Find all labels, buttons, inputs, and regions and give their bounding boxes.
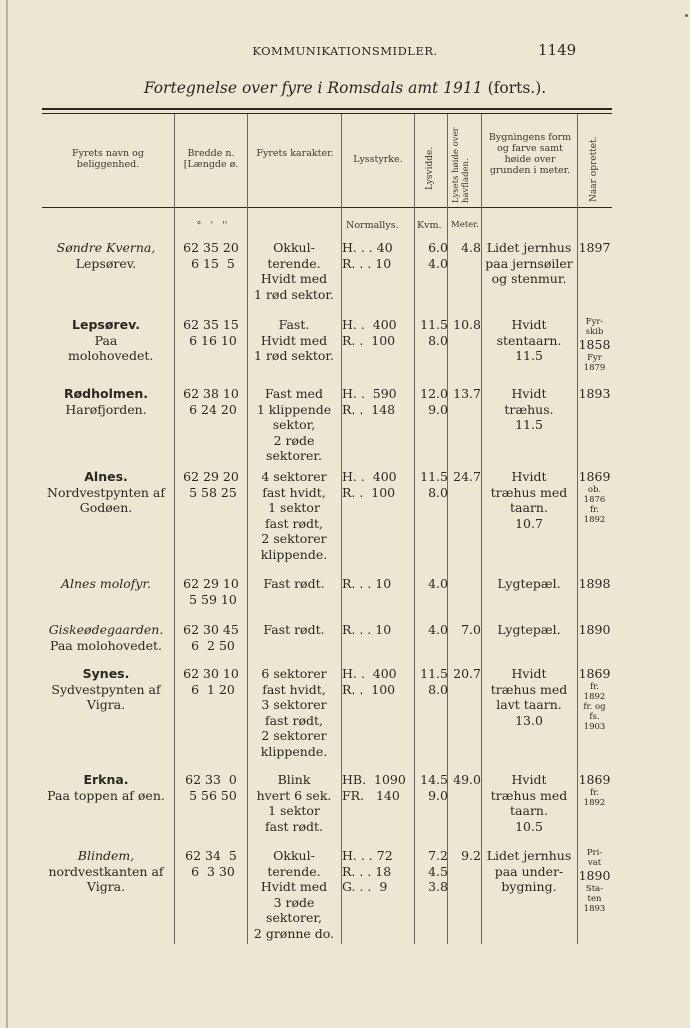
lighthouse-name: Erkna. — [83, 772, 129, 787]
building-line: træhus med — [490, 681, 568, 697]
building-line: stentaarn. — [496, 332, 562, 348]
height-value: 9.2 — [461, 848, 481, 863]
year-line: 1892 — [583, 514, 606, 525]
header-height: Lysets høide over havfladen. — [451, 127, 471, 203]
lighthouse-name: Synes. — [82, 666, 130, 681]
year-line: 1879 — [583, 362, 606, 373]
building-line: træhus med — [490, 787, 568, 803]
character-line: 1 rød sektor. — [254, 348, 334, 363]
building-line: taarn. — [510, 500, 548, 515]
strength-value: H. . 400 — [342, 666, 397, 681]
column-divider — [174, 114, 175, 944]
character-line: 3 sektorer — [261, 697, 327, 712]
building-line: lavt taarn. — [496, 697, 562, 712]
running-title: KOMMUNIKATIONSMIDLER. — [252, 44, 438, 58]
header-year: Naar oprettet. — [589, 136, 599, 202]
longitude: 5 59 10 — [185, 591, 237, 607]
character-line: Hvidt med — [260, 332, 328, 348]
strength-value: R. . . 10 — [342, 576, 392, 591]
longitude: 6 16 10 — [185, 332, 237, 348]
character-line: Fast med — [265, 386, 323, 401]
year-line: fr. — [590, 787, 599, 798]
character-line: klippende. — [260, 546, 328, 562]
year-line: 1876 — [583, 494, 606, 505]
year-line: Pri- — [586, 848, 603, 858]
column-divider — [414, 114, 415, 944]
range-value: 9.0 — [428, 787, 448, 803]
height-value: 10.8 — [453, 317, 481, 332]
range-value: 6.0 — [428, 240, 448, 255]
strength-value: H. . . 72 — [342, 848, 393, 863]
building-line: Hvidt — [511, 772, 547, 787]
year-line: 1869 — [578, 772, 611, 787]
year-line: 1892 — [583, 691, 606, 702]
table-title-suffix: (forts.). — [487, 79, 547, 97]
building-line: paa jernsøiler — [485, 255, 573, 271]
year-line: fr. — [590, 681, 599, 692]
strength-value: R. . 100 — [342, 484, 396, 500]
location: Nordvestpynten af Godøen. — [47, 484, 165, 515]
range-value: 12.0 — [420, 386, 448, 401]
building-line: Lygtepæl. — [497, 622, 561, 637]
character-line: fast rødt, — [265, 515, 323, 531]
longitude: 6 3 30 — [187, 863, 235, 879]
lighthouse-name: Lepsørev. — [72, 317, 140, 332]
column-divider — [341, 114, 342, 944]
lighthouse-name: Rødholmen. — [63, 386, 149, 401]
range-value: 7.2 — [428, 848, 448, 863]
building-line: træhus. — [504, 401, 554, 417]
range-value: 3.8 — [428, 879, 448, 894]
range-value: 4.0 — [428, 622, 448, 637]
character-line: 4 sektorer — [261, 469, 327, 484]
character-line: Fast rødt. — [263, 576, 325, 591]
character-line: Fast. — [278, 317, 310, 332]
page-edge — [6, 0, 8, 1028]
character-line: Blink — [277, 772, 311, 787]
unit-strength: Normallys. — [346, 220, 399, 231]
header-strength: Lysstyrke. — [353, 154, 403, 165]
range-value: 4.0 — [428, 255, 448, 271]
height-value: 49.0 — [453, 772, 481, 787]
building-line: 11.5 — [515, 348, 543, 363]
location: nordvestkanten af Vigra. — [48, 863, 164, 894]
building-line: bygning. — [501, 879, 557, 894]
table-title-text: Fortegnelse over fyre i Romsdals amt 1911 — [143, 79, 483, 97]
building-line: træhus med — [490, 484, 568, 500]
character-line: fast rødt. — [265, 818, 323, 834]
unit-range: Kvm. — [417, 220, 442, 231]
latitude: 62 30 10 — [183, 666, 239, 681]
speck — [685, 14, 688, 17]
building-line: Hvidt — [511, 317, 547, 332]
rule-header-bottom — [42, 207, 612, 208]
strength-value: R. . 100 — [342, 332, 396, 348]
year-line: Fyr- — [585, 317, 604, 327]
year-line: skib — [585, 327, 604, 337]
latitude: 62 35 20 — [183, 240, 239, 255]
lighthouse-name: Alnes molofyr. — [60, 576, 152, 591]
year-line: 1903 — [583, 721, 606, 732]
year-line: Fyr — [587, 352, 602, 363]
character-line: fast hvidt, — [262, 681, 326, 697]
year-line: fr. og — [583, 701, 606, 712]
column-divider — [447, 114, 448, 944]
latitude: 62 29 20 — [183, 469, 239, 484]
height-value: 7.0 — [461, 622, 481, 637]
year-line: 1892 — [583, 797, 606, 808]
header-character: Fyrets karakter. — [256, 148, 334, 159]
building-line: Lidet jernhus — [486, 848, 572, 863]
character-line: 3 røde — [273, 894, 315, 910]
character-line: 6 sektorer — [261, 666, 327, 681]
strength-value: R. . . 18 — [342, 863, 392, 879]
strength-value: H. . 400 — [342, 317, 397, 332]
building-line: Lygtepæl. — [497, 576, 561, 591]
strength-value: HB. 1090 — [342, 772, 406, 787]
height-value: 20.7 — [453, 666, 481, 681]
lighthouse-name: Søndre Kverna, — [56, 240, 156, 255]
year-line: ob. — [587, 484, 602, 495]
character-line: 2 sektorer — [261, 531, 327, 546]
header-range: Lysvidde. — [425, 146, 435, 190]
building-line: og stenmur. — [491, 271, 567, 286]
character-line: klippende. — [260, 743, 328, 759]
year-line: 1898 — [578, 576, 611, 591]
range-value: 11.5 — [420, 317, 448, 332]
lighthouse-name: Giskeødegaarden. — [48, 622, 164, 637]
range-value: 11.5 — [420, 666, 448, 681]
year-line: 1893 — [583, 903, 606, 914]
header-name: Fyrets navn og beliggenhed. — [72, 148, 144, 170]
year-line: vat — [587, 858, 602, 868]
page-number: 1149 — [538, 41, 577, 59]
strength-value: G. . . 9 — [342, 879, 388, 894]
latitude: 62 29 10 — [183, 576, 239, 591]
location: Paa toppen af øen. — [47, 787, 165, 803]
strength-value: FR. 140 — [342, 787, 400, 803]
building-line: taarn. — [510, 803, 548, 818]
strength-value: R. . . 10 — [342, 255, 392, 271]
character-line: sektor, — [272, 417, 316, 432]
column-divider — [577, 114, 578, 944]
character-line: 2 sektorer — [261, 728, 327, 743]
strength-value: R. . 100 — [342, 681, 396, 697]
location: Sydvestpynten af Vigra. — [51, 681, 161, 712]
unit-height: Meter. — [451, 220, 480, 230]
year-line: 1858 — [578, 337, 611, 352]
character-line: terende. — [267, 255, 321, 271]
height-value: 24.7 — [453, 469, 481, 484]
strength-value: H. . 400 — [342, 469, 397, 484]
height-value: 4.8 — [461, 240, 481, 255]
character-line: 2 grønne do. — [253, 925, 335, 941]
building-line: Hvidt — [511, 386, 547, 401]
lighthouse-name: Alnes. — [84, 469, 128, 484]
range-value: 8.0 — [428, 484, 448, 500]
year-line: 1893 — [578, 386, 611, 401]
building-line: 11.5 — [515, 417, 543, 432]
character-line: 1 sektor — [268, 803, 320, 818]
range-value: 8.0 — [428, 681, 448, 697]
longitude: 5 56 50 — [185, 787, 237, 803]
character-line: terende. — [267, 863, 321, 879]
building-line: paa under- — [494, 863, 564, 879]
character-line: Hvidt med — [260, 879, 328, 894]
year-line: ten — [587, 893, 602, 904]
rule-top — [42, 108, 612, 110]
year-line: 1869 — [578, 666, 611, 681]
table-title — [0, 79, 690, 97]
latitude: 62 33 0 — [185, 772, 237, 787]
year-line: 1890 — [578, 868, 611, 883]
strength-value: H. . . 40 — [342, 240, 393, 255]
longitude: 6 2 50 — [187, 637, 235, 653]
year-line: Sta- — [585, 883, 604, 894]
building-line: Hvidt — [511, 666, 547, 681]
character-line: sektorer. — [266, 448, 322, 463]
latitude: 62 35 15 — [183, 317, 239, 332]
character-line: Hvidt med — [260, 271, 328, 286]
location: Lepsørev. — [75, 255, 137, 271]
building-line: 10.5 — [515, 818, 543, 834]
character-line: Okkul- — [273, 240, 315, 255]
character-line: sektorer, — [266, 910, 322, 925]
character-line: Fast rødt. — [263, 622, 325, 637]
range-value: 4.5 — [428, 863, 448, 879]
header-building: Bygningens form og farve samt høide over grunden i meter. — [488, 132, 572, 176]
range-value: 8.0 — [428, 332, 448, 348]
longitude: 6 15 5 — [187, 255, 235, 271]
year-line: 1869 — [578, 469, 611, 484]
lighthouse-name: Blindem, — [77, 848, 135, 863]
year-line: fs. — [589, 711, 600, 722]
character-line: hvert 6 sek. — [256, 787, 332, 803]
character-line: 1 rød sektor. — [254, 286, 334, 302]
building-line: Lidet jernhus — [486, 240, 572, 255]
range-value: 4.0 — [428, 576, 448, 591]
building-line: 13.0 — [515, 712, 543, 728]
location: Paa molohovedet. — [49, 637, 163, 653]
latitude: 62 30 45 — [183, 622, 239, 637]
location: Harøfjorden. — [65, 401, 147, 417]
location: Paa molohovedet. — [68, 332, 154, 363]
character-line: 2 røde — [273, 432, 315, 448]
rule-top-thin — [42, 113, 612, 114]
year-line: 1897 — [578, 240, 611, 255]
character-line: fast hvidt, — [262, 484, 326, 500]
year-line: fr. — [590, 504, 599, 515]
latitude: 62 38 10 — [183, 386, 239, 401]
character-line: 1 klippende — [256, 401, 332, 417]
character-line: 1 sektor — [268, 500, 320, 515]
character-line: fast rødt, — [265, 712, 323, 728]
latitude: 62 34 5 — [185, 848, 237, 863]
character-line: Okkul- — [273, 848, 315, 863]
range-value: 11.5 — [420, 469, 448, 484]
longitude: 5 58 25 — [185, 484, 237, 500]
year-line: 1890 — [578, 622, 611, 637]
strength-value: R. . 148 — [342, 401, 396, 417]
building-line: 10.7 — [515, 515, 543, 531]
unit-position: ° ' '' — [196, 220, 228, 231]
longitude: 6 1 20 — [187, 681, 235, 697]
longitude: 6 24 20 — [185, 401, 237, 417]
strength-value: R. . . 10 — [342, 622, 392, 637]
building-line: Hvidt — [511, 469, 547, 484]
range-value: 14.5 — [420, 772, 448, 787]
strength-value: H. . 590 — [342, 386, 397, 401]
height-value: 13.7 — [453, 386, 481, 401]
header-position: Bredde n. [Længde ø. — [183, 148, 239, 170]
range-value: 9.0 — [428, 401, 448, 417]
